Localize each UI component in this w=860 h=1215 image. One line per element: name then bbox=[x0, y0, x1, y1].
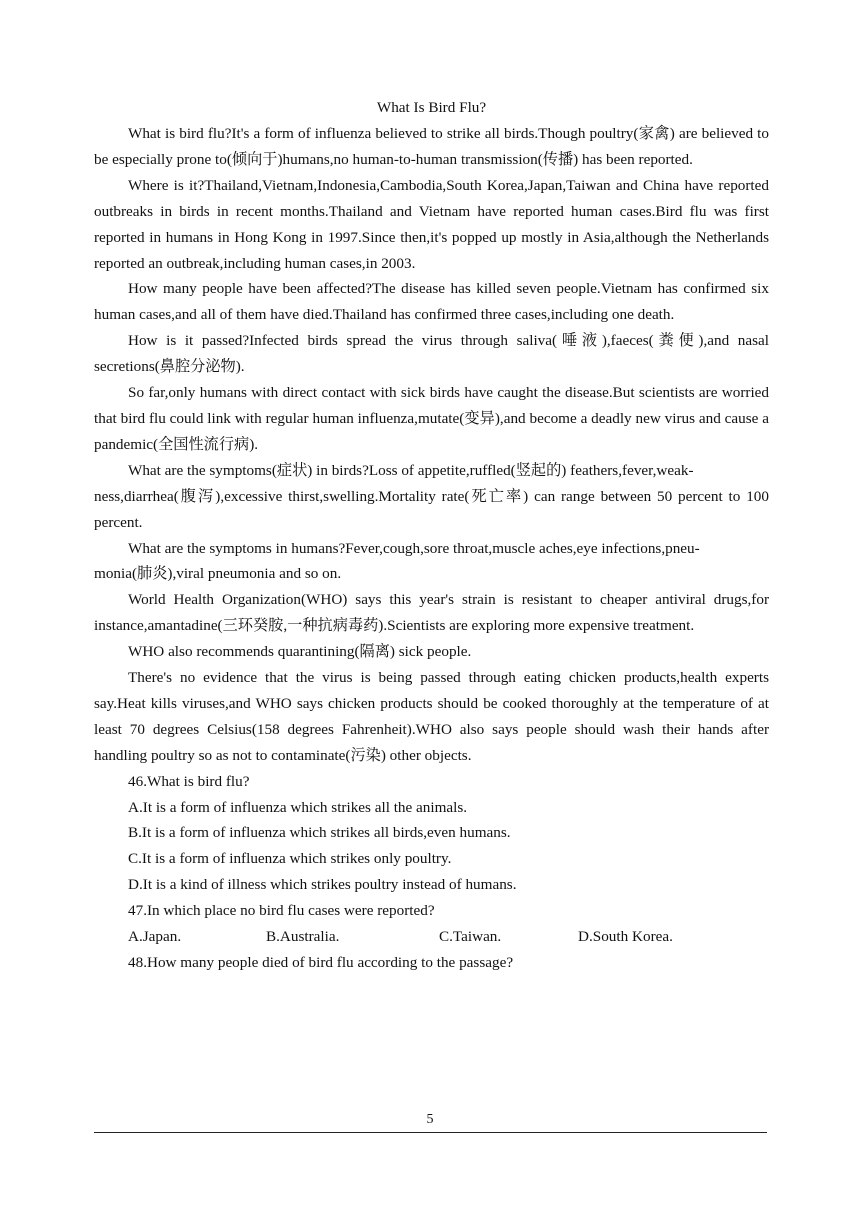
document-body bbox=[94, 95, 769, 976]
question-stem: 46.What is bird flu? bbox=[128, 772, 250, 790]
paragraph-concern: So far,only humans with direct contact with sick birds have caught the disease.But scientists are worried that bird flu could link with regular human influenza,mutate(变异),and become a deadly new virus and cause a pandemic(全国性流行病). bbox=[94, 384, 769, 453]
options-row bbox=[94, 924, 769, 950]
paragraph-definition: What is bird flu?It's a form of influenza believed to strike all birds.Though poultry(家禽) are believed to be especially prone to(倾向于)humans,no human-to-human transmission(传播) has been reported. bbox=[94, 125, 769, 168]
document-title: What Is Bird Flu? bbox=[376, 99, 487, 116]
question-48 bbox=[94, 950, 769, 976]
paragraph-human-symptoms-cont: monia(肺炎),viral pneumonia and so on. bbox=[94, 565, 342, 583]
paragraph-bird-symptoms-cont: ness,diarrhea(腹泻),excessive thirst,swelling.Mortality rate(死亡率) can range between 50 percent to 100 percent. bbox=[94, 487, 769, 531]
option-c: C.Taiwan. bbox=[439, 928, 502, 946]
option-d: D.It is a kind of illness which strikes poultry instead of humans. bbox=[128, 876, 517, 894]
question-stem: 48.How many people died of bird flu according to the passage? bbox=[128, 954, 514, 971]
option-b: B.It is a form of influenza which strikes all birds,even humans. bbox=[128, 824, 511, 842]
question-stem: 47.In which place no bird flu cases were reported? bbox=[128, 902, 435, 920]
paragraph-affected: How many people have been affected?The disease has killed seven people.Vietnam has confirmed six human cases,and all of them have died.Thailand has confirmed three cases,including one death. bbox=[94, 280, 769, 324]
paragraph-who-drugs: World Health Organization(WHO) says this year's strain is resistant to cheaper antiviral drugs,for instance,amantadine(三环癸胺,一种抗病毒药).Scientists are exploring more expensive treatment. bbox=[94, 591, 769, 635]
paragraph-transmission: How is it passed?Infected birds spread the virus through saliva(唾液),faeces(粪便),and nasal secretions(鼻腔分泌物). bbox=[94, 332, 769, 376]
paragraph-human-symptoms: What are the symptoms in humans?Fever,cough,sore throat,muscle aches,eye infections,pneu- bbox=[128, 539, 700, 557]
paragraph-location: Where is it?Thailand,Vietnam,Indonesia,Cambodia,South Korea,Japan,Taiwan and China have reported outbreaks in birds in recent months.Thailand and Vietnam have reported human cases.Bird flu was first reported in humans in Hong Kong in 1997.Since then,it's popped up mostly in Asia,although the Netherlands reported an outbreak,including human cases,in 2003. bbox=[94, 176, 769, 272]
option-d: D.South Korea. bbox=[578, 928, 673, 946]
option-a: A.Japan. bbox=[128, 928, 182, 946]
option-c: C.It is a form of influenza which strikes only poultry. bbox=[128, 850, 452, 868]
paragraph-prevention: There's no evidence that the virus is being passed through eating chicken products,health experts say.Heat kills viruses,and WHO says chicken products should be cooked thoroughly at the temperature of at least 70 degrees Celsius(158 degrees Fahrenheit).WHO also says people should wash their hands after handling poultry so as not to contaminate(污染) other objects. bbox=[94, 669, 769, 764]
footer-rule bbox=[94, 1132, 767, 1133]
question-46 bbox=[94, 769, 769, 899]
question-47 bbox=[94, 898, 769, 950]
option-b: B.Australia. bbox=[266, 928, 340, 946]
page-number: 5 bbox=[426, 1112, 434, 1127]
option-a: A.It is a form of influenza which strikes all the animals. bbox=[128, 798, 468, 816]
paragraph-quarantine: WHO also recommends quarantining(隔离) sick people. bbox=[128, 643, 472, 661]
paragraph-bird-symptoms: What are the symptoms(症状) in birds?Loss of appetite,ruffled(竖起的) feathers,fever,weak- bbox=[128, 461, 694, 479]
